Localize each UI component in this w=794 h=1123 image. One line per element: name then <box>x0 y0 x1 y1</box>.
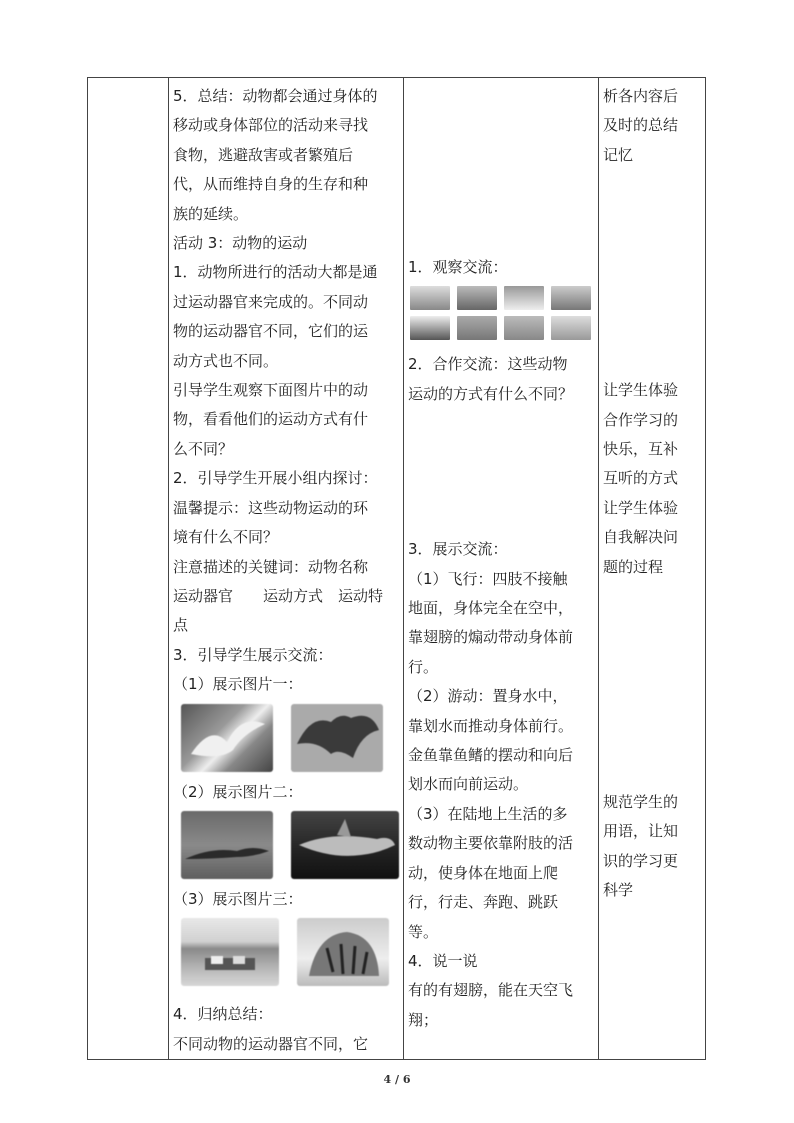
crocodile-thumbnail <box>504 316 544 340</box>
student-text-line: 数动物主要依靠附肢的活 <box>408 834 574 853</box>
student-text-line: 靠划水而推动身体前行。 <box>408 716 574 735</box>
page-number: 4 / 6 <box>383 1073 411 1086</box>
activity-text-line: 食物，逃避敌害或者繁殖后 <box>173 145 354 164</box>
activity-text-line: 么不同？ <box>173 439 234 458</box>
activity-text-line: 2．引导学生开展小组内探讨： <box>173 469 378 488</box>
intent-text-line: 让学生体验 <box>603 498 679 517</box>
picture-group-three <box>181 918 403 986</box>
activity-text-line: 过运动器官来完成的。不同动 <box>173 292 369 311</box>
student-text-line: 运动的方式有什么不同？ <box>408 384 574 403</box>
picture-group-one <box>181 704 403 772</box>
intent-text-line: 科学 <box>603 881 634 900</box>
picture-group-two <box>181 811 403 879</box>
activity-text-line: 注意描述的关键词：动物名称 <box>173 557 369 576</box>
horses-photo <box>181 918 279 986</box>
observe-heading: 1．观察交流： <box>408 258 508 276</box>
column-divider <box>168 78 169 1059</box>
fish-thumbnail <box>457 316 497 340</box>
intent-text-line: 让学生体验 <box>603 381 679 400</box>
intent-text-line: 快乐，互补 <box>603 440 679 459</box>
teacher-activity-column <box>173 78 403 1059</box>
intent-text-line: 题的过程 <box>603 557 664 576</box>
intent-text-line: 规范学生的 <box>603 793 679 812</box>
student-text-line: 4．说一说 <box>408 951 478 970</box>
student-text-line: （1）飞行：四肢不接触 <box>408 569 568 588</box>
lizard-photo <box>181 811 273 879</box>
activity-text-line: 点 <box>173 616 189 635</box>
student-text-line: （3）在陆地上生活的多 <box>408 804 568 823</box>
bat-photo <box>291 704 383 772</box>
activity-text-line: 移动或身体部位的活动来寻找 <box>173 116 369 135</box>
activity-text-line: 物的运动器官不同，它们的运 <box>173 322 369 341</box>
student-text-line: 地面，身体完全在空中， <box>408 599 574 618</box>
shark-thumbnail <box>551 316 591 340</box>
bird-thumbnail <box>504 286 544 310</box>
activity-text-line: （1）展示图片一： <box>173 675 303 694</box>
activity-text-line: 代，从而维持自身的生存和种 <box>173 175 369 194</box>
animal-thumbnails <box>410 286 596 340</box>
running-animal-thumbnail <box>410 286 450 310</box>
activity-text-line: 物，看看他们的运动方式有什 <box>173 410 369 429</box>
student-text-line: 行，行走、奔跑、跳跃 <box>408 893 559 912</box>
activity-text-line: 温馨提示：这些动物运动的环 <box>173 498 369 517</box>
student-text-line: 划水而向前运动。 <box>408 775 529 794</box>
student-text-line: 2．合作交流：这些动物 <box>408 355 568 374</box>
activity-text-line: 1．动物所进行的活动大都是通 <box>173 263 378 282</box>
student-text-line: （2）游动：置身水中， <box>408 687 568 706</box>
tiger-photo <box>297 918 389 986</box>
student-activity-column <box>408 78 596 1035</box>
column-divider <box>598 78 599 1059</box>
student-text-line: 等。 <box>408 922 439 941</box>
student-text-line: 3．展示交流： <box>408 540 508 559</box>
picture-two-label: （2）展示图片二： <box>173 782 303 801</box>
bat-thumbnail <box>551 286 591 310</box>
activity-text-line: 4．归纳总结： <box>173 1005 273 1024</box>
column-divider <box>403 78 404 1059</box>
lesson-table <box>87 77 706 1060</box>
intent-text-line: 合作学习的 <box>603 410 679 429</box>
intent-text-line: 记忆 <box>603 145 634 164</box>
student-text-line: 靠翅膀的煽动带动身体前 <box>408 628 574 647</box>
student-text-line: 行。 <box>408 657 439 676</box>
student-text-line: 金鱼靠鱼鳍的摆动和向后 <box>408 746 574 765</box>
activity-text-line: 不同动物的运动器官不同，它 <box>173 1034 369 1053</box>
activity-text-line: 3．引导学生展示交流： <box>173 645 333 664</box>
activity-text-line: 5．总结：动物都会通过身体的 <box>173 87 378 105</box>
dog-thumbnail <box>410 316 450 340</box>
activity-text-line: 活动 3：动物的运动 <box>173 234 308 253</box>
intent-text-line: 互听的方式 <box>603 469 679 488</box>
student-text-line: 动，使身体在地面上爬 <box>408 863 559 882</box>
activity-text-line: 动方式也不同。 <box>173 351 279 370</box>
activity-text-line: 境有什么不同？ <box>173 528 279 547</box>
seagull-photo <box>181 704 273 772</box>
intent-text-line: 及时的总结 <box>603 116 679 135</box>
activity-text-line: 运动器官 运动方式 运动特 <box>173 586 384 605</box>
shark-photo <box>291 811 399 879</box>
picture-three-label: （3）展示图片三： <box>173 889 303 908</box>
student-text-line: 翔； <box>408 1010 439 1029</box>
intent-text-line: 析各内容后 <box>603 87 679 105</box>
intent-text-line: 用语，让知 <box>603 822 679 841</box>
design-intent-column <box>603 78 703 906</box>
elephant-thumbnail <box>457 286 497 310</box>
intent-text-line: 自我解决问 <box>603 528 679 547</box>
activity-text-line: 引导学生观察下面图片中的动 <box>173 381 369 400</box>
intent-text-line: 识的学习更 <box>603 851 679 870</box>
activity-text-line: 族的延续。 <box>173 204 249 223</box>
student-text-line: 有的有翅膀，能在天空飞 <box>408 981 574 1000</box>
